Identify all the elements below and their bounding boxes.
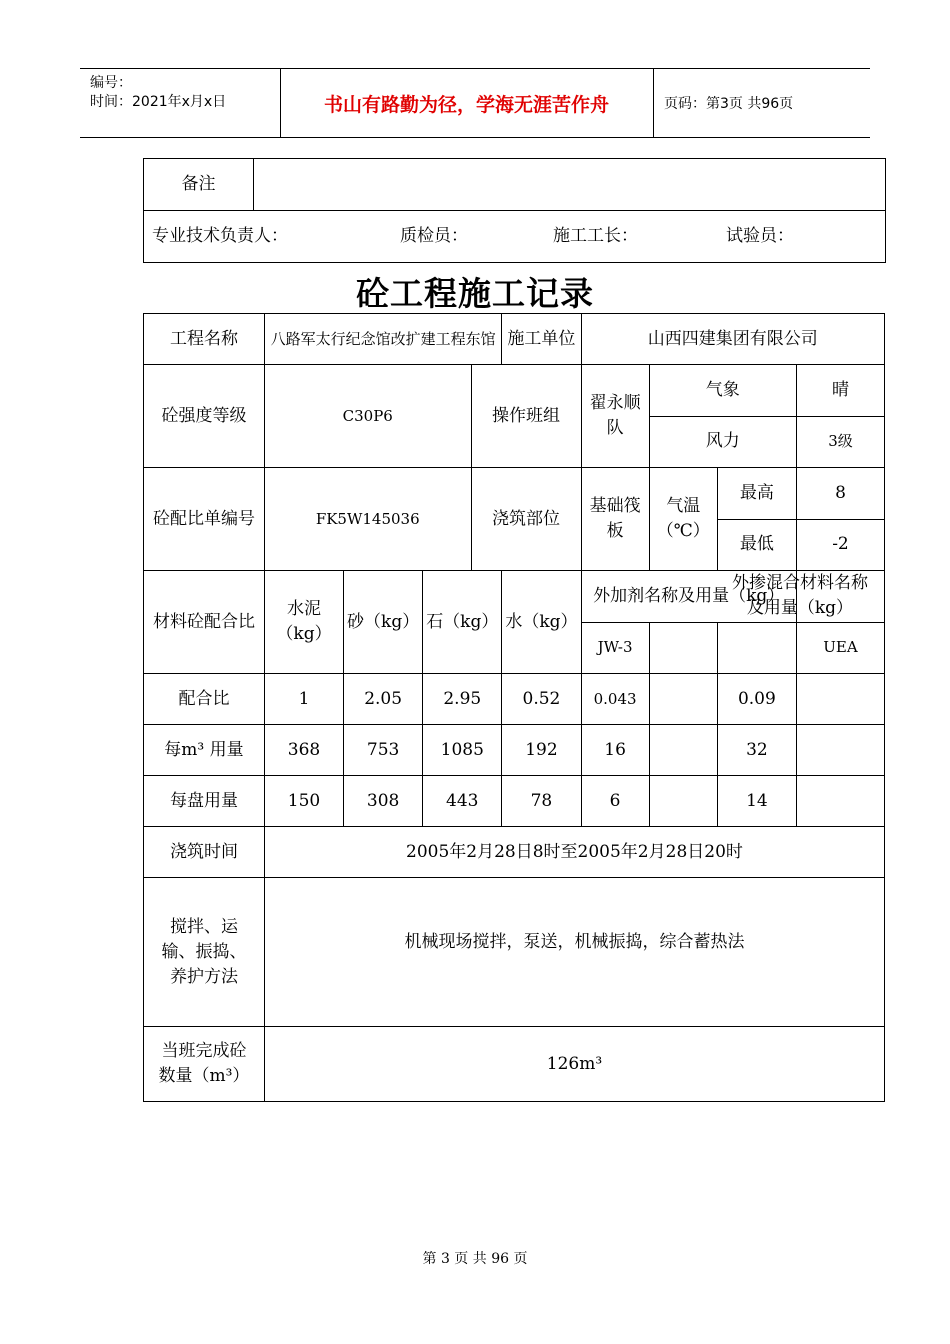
inspector-label: 质检员：	[400, 226, 468, 246]
ratio-sand: 2.05	[344, 674, 423, 725]
page-title: 砼工程施工记录	[356, 274, 594, 313]
volume-label: 当班完成砼数量（m³）	[144, 1027, 265, 1102]
team-label: 操作班组	[471, 365, 581, 468]
per-batch-cement: 150	[264, 776, 343, 827]
additive-label: 外加剂名称及用量（kg）	[581, 571, 796, 623]
unit-value: 山西四建集团有限公司	[581, 314, 885, 365]
admixture-label	[731, 571, 884, 623]
project-name: 八路军太行纪念馆改扩建工程东馆	[264, 314, 501, 365]
temp-high-value: 8	[796, 468, 884, 520]
mix-no-label: 砼配比单编号	[144, 468, 265, 571]
per-m3-cement: 368	[264, 725, 343, 776]
number-label: 编号：	[90, 75, 132, 91]
wind-label: 风力	[649, 416, 796, 468]
per-m3-blank-2	[796, 725, 884, 776]
temp-low-value: -2	[796, 519, 884, 571]
strength-value: C30P6	[264, 365, 471, 468]
tester-label: 试验员：	[726, 226, 794, 246]
per-batch-blank-2	[796, 776, 884, 827]
per-batch-label: 每盘用量	[144, 776, 265, 827]
tech-lead-label: 专业技术负责人：	[152, 226, 288, 246]
pour-time-value: 2005年2月28日8时至2005年2月28日20时	[264, 827, 884, 878]
pour-part-label: 浇筑部位	[471, 468, 581, 571]
temp-high-label: 最高	[717, 468, 796, 520]
remark-value	[254, 159, 886, 211]
page-header	[80, 68, 870, 138]
additive-blank-1	[649, 622, 717, 674]
page-info: 页码：第3页 共96页	[664, 96, 794, 112]
cement-label: 水泥（kg）	[264, 571, 343, 674]
per-m3-stone: 1085	[423, 725, 502, 776]
method-label: 搅拌、运输、振捣、养护方法	[144, 878, 265, 1027]
volume-value: 126m³	[264, 1027, 884, 1102]
materials-label: 材料砼配合比	[144, 571, 265, 674]
per-batch-water: 78	[502, 776, 581, 827]
pour-part-value: 基础筏板	[581, 468, 649, 571]
wind-value: 3级	[796, 416, 884, 468]
team-value: 翟永顺队	[581, 365, 649, 468]
per-batch-stone: 443	[423, 776, 502, 827]
time-label: 时间：2021年x月x日	[90, 94, 227, 110]
per-m3-label: 每m³ 用量	[144, 725, 265, 776]
ratio-blank	[649, 674, 717, 725]
strength-label: 砼强度等级	[144, 365, 265, 468]
method-value: 机械现场搅拌，泵送，机械振捣，综合蓄热法	[264, 878, 884, 1027]
per-batch-admixture: 14	[717, 776, 796, 827]
ratio-additive: 0.043	[581, 674, 649, 725]
per-m3-blank	[649, 725, 717, 776]
water-label: 水（kg）	[502, 571, 581, 674]
per-m3-admixture: 32	[717, 725, 796, 776]
ratio-cement: 1	[264, 674, 343, 725]
concrete-record-table	[143, 313, 885, 1102]
per-batch-sand: 308	[344, 776, 423, 827]
per-m3-additive: 16	[581, 725, 649, 776]
ratio-admixture: 0.09	[717, 674, 796, 725]
weather-label: 气象	[649, 365, 796, 417]
admixture-label-text: 外掺混合材料名称及用量（kg）	[731, 573, 868, 619]
page-footer: 第 3 页 共 96 页	[422, 1251, 528, 1267]
project-name-label: 工程名称	[144, 314, 265, 365]
foreman-label: 施工工长：	[553, 226, 638, 246]
pour-time-label: 浇筑时间	[144, 827, 265, 878]
additive-blank-2	[717, 622, 796, 674]
sand-label: 砂（kg）	[344, 571, 423, 674]
header-meta	[80, 69, 281, 137]
weather-value: 晴	[796, 365, 884, 417]
header-page-cell	[654, 69, 870, 137]
ratio-blank-2	[796, 674, 884, 725]
temperature-label: 气温（℃）	[649, 468, 717, 571]
remark-label: 备注	[144, 159, 254, 211]
header-motto-cell	[280, 69, 654, 137]
admixture-name: UEA	[796, 622, 884, 674]
mix-no-value: FK5W145036	[264, 468, 471, 571]
ratio-stone: 2.95	[423, 674, 502, 725]
per-m3-water: 192	[502, 725, 581, 776]
temp-low-label: 最低	[717, 519, 796, 571]
per-batch-additive: 6	[581, 776, 649, 827]
additive-name: JW-3	[581, 622, 649, 674]
signature-row	[144, 211, 886, 263]
unit-label: 施工单位	[502, 314, 581, 365]
per-batch-blank	[649, 776, 717, 827]
motto-text: 书山有路勤为径，学海无涯苦作舟	[323, 93, 609, 116]
per-m3-sand: 753	[344, 725, 423, 776]
sign-table	[143, 158, 886, 263]
ratio-label: 配合比	[144, 674, 265, 725]
ratio-water: 0.52	[502, 674, 581, 725]
stone-label: 石（kg）	[423, 571, 502, 674]
